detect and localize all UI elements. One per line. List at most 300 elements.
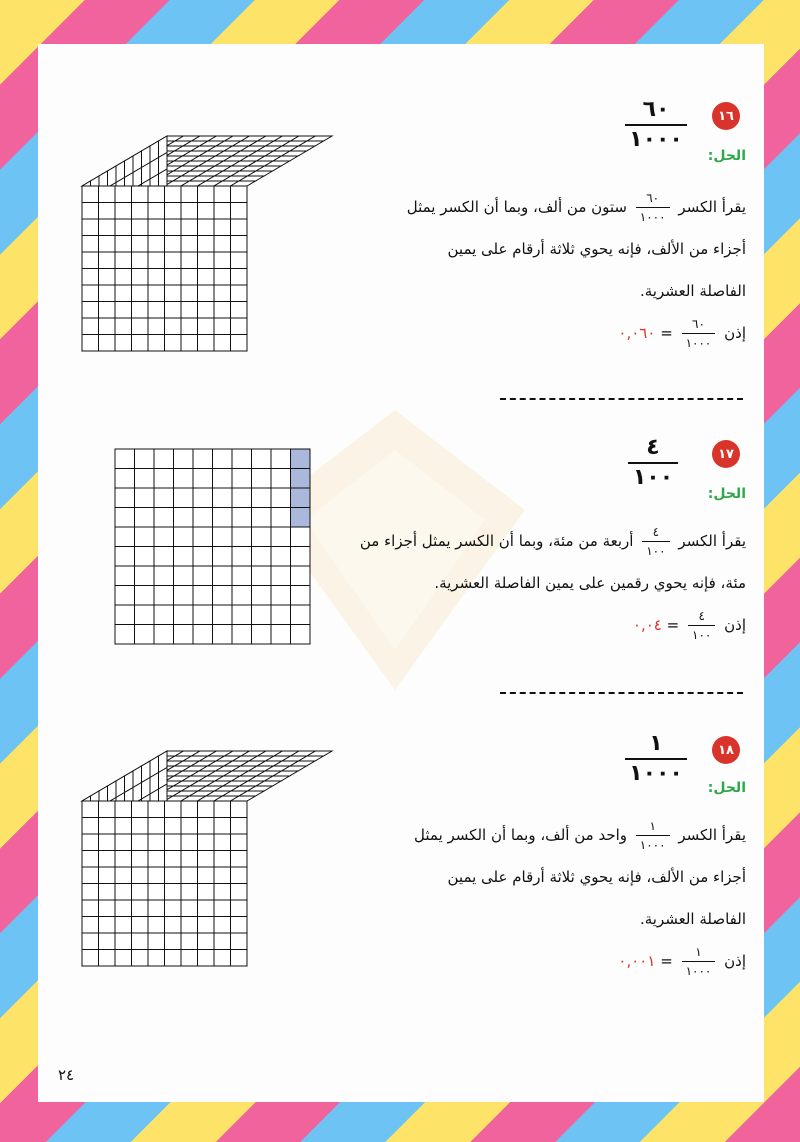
cube-front-cell bbox=[82, 203, 99, 220]
grid-cell bbox=[213, 508, 233, 528]
cube-front-cell bbox=[99, 219, 116, 236]
cube-front-cell bbox=[115, 801, 132, 818]
grid-cell bbox=[174, 547, 194, 567]
cube-front-cell bbox=[148, 884, 165, 901]
cube-front-cell bbox=[148, 950, 165, 967]
cube-front-cell bbox=[165, 302, 182, 319]
grid-cell bbox=[115, 605, 135, 625]
problem-fraction bbox=[625, 96, 687, 154]
cube-front-cell bbox=[214, 219, 231, 236]
cube-front-cell bbox=[231, 818, 248, 835]
solution-conclusion: إذن $\frac{٦٠}{١٠٠٠}$ = ٠,٠٦٠ bbox=[618, 317, 746, 350]
cube-front-cell bbox=[115, 252, 132, 269]
grid-cell bbox=[252, 547, 272, 567]
grid-cell bbox=[291, 605, 311, 625]
cube-front-cell bbox=[214, 933, 231, 950]
grid-cell bbox=[232, 566, 252, 586]
cube-front-cell bbox=[214, 818, 231, 835]
cube-front-cell bbox=[82, 851, 99, 868]
cube-front-cell bbox=[82, 252, 99, 269]
cube-front-cell bbox=[231, 203, 248, 220]
cube-front-cell bbox=[115, 302, 132, 319]
inline-fraction: $\frac{٤}{١٠٠}$ bbox=[688, 609, 715, 642]
grid-cell bbox=[271, 449, 291, 469]
fraction-denominator: ١٠٠٠ bbox=[629, 761, 683, 786]
cube-front-cell bbox=[181, 851, 198, 868]
cube-front-cell bbox=[198, 285, 215, 302]
grid-cell bbox=[291, 469, 311, 489]
cube-front-cell bbox=[165, 884, 182, 901]
cube-front-cell bbox=[148, 186, 165, 203]
cube-front-cell bbox=[198, 318, 215, 335]
decimal-answer: ٠,٠٤ bbox=[632, 616, 662, 634]
cube-front-cell bbox=[148, 851, 165, 868]
grid-cell bbox=[154, 488, 174, 508]
cube-front-cell bbox=[231, 900, 248, 917]
cube-front-cell bbox=[231, 269, 248, 286]
cube-front-cell bbox=[214, 834, 231, 851]
grid-cell bbox=[232, 547, 252, 567]
problem-fraction bbox=[625, 730, 687, 788]
cube-front-cell bbox=[181, 219, 198, 236]
cube-front-cell bbox=[82, 236, 99, 253]
grid-cell bbox=[135, 566, 155, 586]
solution-text bbox=[380, 814, 746, 982]
cube-front-cell bbox=[181, 318, 198, 335]
grid-cell bbox=[193, 508, 213, 528]
problem-number-badge: ١٦ bbox=[712, 102, 740, 130]
cube-model-1-of-1000 bbox=[78, 747, 358, 983]
cube-front-cell bbox=[115, 818, 132, 835]
cube-front-cell bbox=[231, 252, 248, 269]
cube-front-cell bbox=[214, 851, 231, 868]
solution-label: الحل: bbox=[707, 148, 746, 164]
cube-front-cell bbox=[165, 252, 182, 269]
cube-front-cell bbox=[132, 950, 149, 967]
cube-front-cell bbox=[99, 818, 116, 835]
grid-cell bbox=[252, 508, 272, 528]
cube-front-cell bbox=[165, 335, 182, 352]
grid-cell bbox=[271, 508, 291, 528]
grid-cell bbox=[193, 469, 213, 489]
grid-cell bbox=[193, 605, 213, 625]
cube-front-cell bbox=[132, 186, 149, 203]
cube-front-cell bbox=[82, 302, 99, 319]
inline-fraction: $\frac{١}{١٠٠٠}$ bbox=[636, 819, 670, 852]
cube-front-cell bbox=[132, 335, 149, 352]
grid-cell bbox=[291, 625, 311, 645]
grid-cell bbox=[291, 547, 311, 567]
cube-front-cell bbox=[82, 285, 99, 302]
grid-cell bbox=[291, 508, 311, 528]
cube-front-cell bbox=[181, 818, 198, 835]
cube-front-cell bbox=[214, 884, 231, 901]
cube-front-cell bbox=[214, 335, 231, 352]
cube-front-cell bbox=[198, 269, 215, 286]
grid-cell bbox=[193, 586, 213, 606]
cube-front-cell bbox=[82, 917, 99, 934]
fraction-numerator: ٤ bbox=[646, 435, 660, 460]
cube-front-cell bbox=[198, 818, 215, 835]
cube-front-cell bbox=[132, 818, 149, 835]
cube-front-cell bbox=[82, 269, 99, 286]
grid-cell bbox=[115, 527, 135, 547]
cube-front-cell bbox=[82, 884, 99, 901]
cube-front-cell bbox=[165, 917, 182, 934]
grid-cell bbox=[115, 625, 135, 645]
grid-cell bbox=[271, 605, 291, 625]
cube-front-cell bbox=[181, 884, 198, 901]
cube-front-cell bbox=[198, 186, 215, 203]
cube-front-cell bbox=[82, 219, 99, 236]
grid-cell bbox=[252, 586, 272, 606]
grid-cell bbox=[193, 547, 213, 567]
solution-line-2: أجزاء من الألف، فإنه يحوي ثلاثة أرقام على يمين bbox=[447, 240, 746, 258]
cube-front-cell bbox=[132, 203, 149, 220]
cube-front-cell bbox=[214, 318, 231, 335]
cube-front-cell bbox=[132, 834, 149, 851]
cube-front-cell bbox=[231, 834, 248, 851]
cube-front-cell bbox=[115, 269, 132, 286]
grid-cell bbox=[232, 449, 252, 469]
solution-conclusion: إذن $\frac{٤}{١٠٠}$ = ٠,٠٤ bbox=[632, 609, 746, 642]
grid-cell bbox=[291, 488, 311, 508]
grid-cell bbox=[252, 488, 272, 508]
cube-front-cell bbox=[132, 917, 149, 934]
grid-cell bbox=[135, 508, 155, 528]
cube-front-cell bbox=[82, 186, 99, 203]
cube-front-cell bbox=[115, 285, 132, 302]
cube-front-cell bbox=[82, 818, 99, 835]
grid-cell bbox=[193, 488, 213, 508]
cube-front-cell bbox=[181, 236, 198, 253]
cube-front-cell bbox=[115, 219, 132, 236]
inline-fraction: $\frac{١}{١٠٠٠}$ bbox=[682, 945, 716, 978]
cube-front-cell bbox=[99, 252, 116, 269]
cube-front-cell bbox=[214, 801, 231, 818]
grid-cell bbox=[252, 625, 272, 645]
cube-front-cell bbox=[165, 933, 182, 950]
grid-cell bbox=[135, 527, 155, 547]
grid-cell bbox=[193, 566, 213, 586]
cube-front-cell bbox=[132, 801, 149, 818]
cube-front-cell bbox=[99, 834, 116, 851]
grid-cell bbox=[135, 469, 155, 489]
cube-front-cell bbox=[198, 900, 215, 917]
cube-front-cell bbox=[148, 933, 165, 950]
cube-front-cell bbox=[165, 186, 182, 203]
cube-front-cell bbox=[115, 335, 132, 352]
cube-front-cell bbox=[198, 917, 215, 934]
cube-front-cell bbox=[99, 950, 116, 967]
cube-front-cell bbox=[165, 834, 182, 851]
grid-cell bbox=[174, 605, 194, 625]
solution-conclusion: إذن $\frac{١}{١٠٠٠}$ = ٠,٠٠١ bbox=[618, 945, 746, 978]
fraction-denominator: ١٠٠٠ bbox=[629, 127, 683, 152]
cube-front-cell bbox=[115, 950, 132, 967]
cube-front-cell bbox=[231, 335, 248, 352]
grid-cell bbox=[154, 605, 174, 625]
cube-front-cell bbox=[181, 900, 198, 917]
cube-front-cell bbox=[132, 219, 149, 236]
grid-cell bbox=[213, 566, 233, 586]
grid-cell bbox=[252, 527, 272, 547]
grid-cell bbox=[135, 605, 155, 625]
grid-cell bbox=[154, 547, 174, 567]
cube-front-cell bbox=[132, 269, 149, 286]
grid-cell bbox=[174, 586, 194, 606]
cube-front-cell bbox=[148, 917, 165, 934]
cube-front-cell bbox=[99, 269, 116, 286]
fraction-numerator: ١ bbox=[649, 731, 663, 756]
grid-cell bbox=[154, 508, 174, 528]
cube-front-cell bbox=[115, 884, 132, 901]
inline-fraction: $\frac{٤}{١٠٠}$ bbox=[642, 525, 669, 558]
cube-front-cell bbox=[99, 203, 116, 220]
problem-fraction bbox=[628, 434, 678, 492]
grid-cell bbox=[174, 625, 194, 645]
cube-front-cell bbox=[181, 186, 198, 203]
cube-front-cell bbox=[132, 867, 149, 884]
grid-cell bbox=[174, 566, 194, 586]
problem-number-badge: ١٨ bbox=[712, 736, 740, 764]
cube-front-cell bbox=[231, 219, 248, 236]
grid-cell bbox=[135, 625, 155, 645]
cube-front-cell bbox=[99, 917, 116, 934]
grid-cell bbox=[135, 547, 155, 567]
cube-front-cell bbox=[132, 236, 149, 253]
solution-line-1: يقرأ الكسر $\frac{١}{١٠٠٠}$ واحد من ألف، وبما أن الكسر يمثل bbox=[414, 819, 746, 852]
cube-front-cell bbox=[165, 801, 182, 818]
cube-front-cell bbox=[231, 884, 248, 901]
cube-front-cell bbox=[181, 269, 198, 286]
grid-cell bbox=[154, 527, 174, 547]
grid-cell bbox=[154, 586, 174, 606]
grid-cell bbox=[252, 566, 272, 586]
grid-cell bbox=[232, 586, 252, 606]
cube-front-cell bbox=[198, 335, 215, 352]
cube-front-cell bbox=[99, 884, 116, 901]
cube-front-cell bbox=[198, 933, 215, 950]
cube-front-cell bbox=[132, 851, 149, 868]
solution-line-1: يقرأ الكسر $\frac{٦٠}{١٠٠٠}$ ستون من ألف، وبما أن الكسر يمثل bbox=[406, 191, 746, 224]
cube-front-cell bbox=[231, 318, 248, 335]
grid-cell bbox=[291, 527, 311, 547]
grid-cell bbox=[213, 469, 233, 489]
cube-front-cell bbox=[198, 252, 215, 269]
cube-front-cell bbox=[231, 186, 248, 203]
cube-front-cell bbox=[165, 851, 182, 868]
grid-cell bbox=[271, 527, 291, 547]
cube-front-cell bbox=[165, 950, 182, 967]
cube-front-cell bbox=[115, 186, 132, 203]
cube-front-cell bbox=[99, 236, 116, 253]
cube-front-cell bbox=[82, 933, 99, 950]
solution-text bbox=[332, 520, 746, 646]
cube-front-cell bbox=[99, 335, 116, 352]
cube-front-cell bbox=[181, 834, 198, 851]
cube-front-cell bbox=[198, 203, 215, 220]
cube-front-cell bbox=[148, 219, 165, 236]
cube-front-cell bbox=[181, 933, 198, 950]
solution-label: الحل: bbox=[707, 486, 746, 502]
cube-front-cell bbox=[115, 917, 132, 934]
cube-front-cell bbox=[148, 834, 165, 851]
solution-line-3: الفاصلة العشرية. bbox=[639, 910, 746, 928]
cube-front-cell bbox=[165, 236, 182, 253]
cube-front-cell bbox=[115, 834, 132, 851]
cube-front-cell bbox=[115, 933, 132, 950]
cube-front-cell bbox=[198, 219, 215, 236]
cube-front-cell bbox=[231, 801, 248, 818]
grid-cell bbox=[115, 488, 135, 508]
problem-number-badge: ١٧ bbox=[712, 440, 740, 468]
cube-front-cell bbox=[115, 867, 132, 884]
inline-fraction: $\frac{٦٠}{١٠٠٠}$ bbox=[636, 191, 670, 224]
cube-front-cell bbox=[198, 302, 215, 319]
cube-front-cell bbox=[132, 252, 149, 269]
cube-front-cell bbox=[99, 900, 116, 917]
grid-model-4-of-100 bbox=[114, 448, 312, 650]
cube-front-cell bbox=[214, 236, 231, 253]
cube-front-cell bbox=[231, 867, 248, 884]
grid-cell bbox=[232, 625, 252, 645]
cube-front-cell bbox=[165, 900, 182, 917]
cube-front-cell bbox=[214, 186, 231, 203]
grid-cell bbox=[135, 449, 155, 469]
cube-front-cell bbox=[165, 285, 182, 302]
solution-line-3: الفاصلة العشرية. bbox=[639, 282, 746, 300]
grid-cell bbox=[193, 449, 213, 469]
grid-cell bbox=[174, 469, 194, 489]
grid-cell bbox=[193, 527, 213, 547]
cube-front-cell bbox=[82, 950, 99, 967]
cube-front-cell bbox=[181, 203, 198, 220]
cube-front-cell bbox=[165, 818, 182, 835]
cube-front-cell bbox=[148, 335, 165, 352]
cube-front-cell bbox=[214, 302, 231, 319]
cube-front-cell bbox=[181, 917, 198, 934]
grid-cell bbox=[291, 586, 311, 606]
cube-front-cell bbox=[198, 867, 215, 884]
cube-front-cell bbox=[231, 851, 248, 868]
inline-fraction: $\frac{٦٠}{١٠٠٠}$ bbox=[682, 317, 716, 350]
cube-front-cell bbox=[231, 236, 248, 253]
grid-cell bbox=[232, 527, 252, 547]
grid-cell bbox=[154, 449, 174, 469]
grid-cell bbox=[154, 566, 174, 586]
cube-front-cell bbox=[214, 285, 231, 302]
solution-line-1: يقرأ الكسر $\frac{٤}{١٠٠}$ أربعة من مئة، وبما أن الكسر يمثل أجزاء من bbox=[359, 525, 746, 558]
grid-cell bbox=[232, 508, 252, 528]
grid-cell bbox=[271, 488, 291, 508]
grid-cell bbox=[193, 625, 213, 645]
grid-cell bbox=[213, 625, 233, 645]
cube-front-cell bbox=[132, 302, 149, 319]
grid-cell bbox=[291, 566, 311, 586]
cube-front-cell bbox=[231, 302, 248, 319]
cube-front-cell bbox=[214, 900, 231, 917]
grid-cell bbox=[232, 605, 252, 625]
cube-front-cell bbox=[198, 884, 215, 901]
grid-cell bbox=[135, 586, 155, 606]
decimal-answer: ٠,٠٦٠ bbox=[618, 324, 656, 342]
grid-cell bbox=[271, 625, 291, 645]
cube-front-cell bbox=[198, 950, 215, 967]
cube-front-cell bbox=[82, 318, 99, 335]
grid-cell bbox=[174, 508, 194, 528]
grid-cell bbox=[174, 488, 194, 508]
cube-front-cell bbox=[181, 867, 198, 884]
cube-front-cell bbox=[148, 867, 165, 884]
grid-cell bbox=[271, 586, 291, 606]
solution-line-2: مئة، فإنه يحوي رقمين على يمين الفاصلة العشرية. bbox=[434, 574, 746, 592]
cube-front-cell bbox=[132, 884, 149, 901]
cube-front-cell bbox=[148, 236, 165, 253]
cube-front-cell bbox=[99, 318, 116, 335]
cube-front-cell bbox=[115, 236, 132, 253]
page-number: ٢٤ bbox=[58, 1066, 75, 1084]
cube-front-cell bbox=[214, 252, 231, 269]
cube-front-cell bbox=[181, 252, 198, 269]
decimal-answer: ٠,٠٠١ bbox=[618, 952, 656, 970]
grid-cell bbox=[154, 625, 174, 645]
grid-cell bbox=[115, 449, 135, 469]
cube-front-cell bbox=[82, 867, 99, 884]
cube-front-cell bbox=[148, 801, 165, 818]
cube-front-cell bbox=[132, 318, 149, 335]
cube-front-cell bbox=[231, 285, 248, 302]
grid-cell bbox=[213, 605, 233, 625]
grid-cell bbox=[115, 586, 135, 606]
solution-label: الحل: bbox=[707, 780, 746, 796]
cube-front-cell bbox=[165, 318, 182, 335]
cube-front-cell bbox=[82, 834, 99, 851]
cube-front-cell bbox=[198, 834, 215, 851]
cube-front-cell bbox=[214, 203, 231, 220]
cube-front-cell bbox=[214, 950, 231, 967]
cube-front-cell bbox=[148, 818, 165, 835]
cube-front-cell bbox=[148, 203, 165, 220]
cube-front-cell bbox=[99, 867, 116, 884]
section-divider bbox=[500, 398, 743, 400]
grid-cell bbox=[115, 566, 135, 586]
cube-front-cell bbox=[181, 285, 198, 302]
grid-cell bbox=[213, 586, 233, 606]
cube-front-cell bbox=[148, 302, 165, 319]
grid-cell bbox=[115, 469, 135, 489]
grid-cell bbox=[291, 449, 311, 469]
grid-cell bbox=[232, 488, 252, 508]
grid-cell bbox=[252, 449, 272, 469]
cube-front-cell bbox=[165, 867, 182, 884]
cube-front-cell bbox=[148, 285, 165, 302]
grid-cell bbox=[232, 469, 252, 489]
cube-front-cell bbox=[231, 933, 248, 950]
grid-cell bbox=[213, 488, 233, 508]
cube-front-cell bbox=[181, 302, 198, 319]
grid-cell bbox=[135, 488, 155, 508]
cube-front-cell bbox=[148, 318, 165, 335]
cube-front-cell bbox=[148, 900, 165, 917]
cube-front-cell bbox=[99, 933, 116, 950]
fraction-denominator: ١٠٠ bbox=[632, 465, 674, 490]
cube-front-cell bbox=[132, 900, 149, 917]
cube-front-cell bbox=[115, 851, 132, 868]
fraction-numerator: ٦٠ bbox=[642, 97, 670, 122]
cube-front-cell bbox=[115, 203, 132, 220]
cube-model-60-of-1000 bbox=[78, 132, 358, 368]
